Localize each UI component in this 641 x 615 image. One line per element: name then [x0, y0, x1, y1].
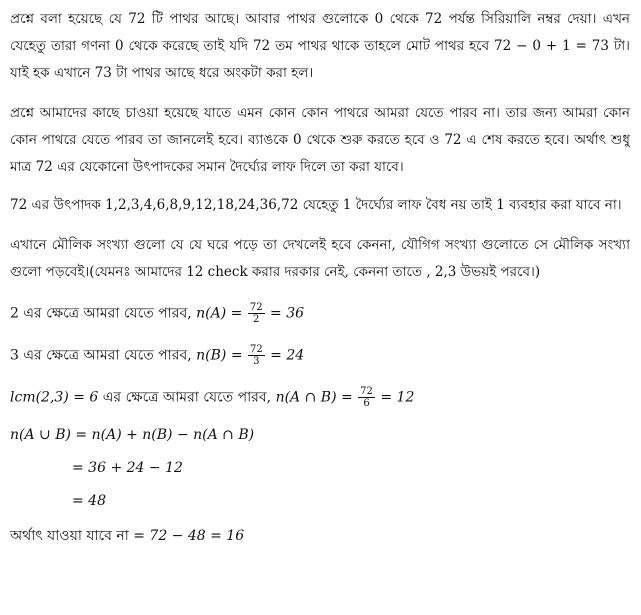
- equation-text: 2 এর ক্ষেত্রে আমরা যেতে পারব,: [10, 305, 197, 322]
- fraction-numerator: 72: [249, 302, 263, 313]
- fraction-denominator: 3: [253, 356, 260, 367]
- fraction-numerator: 72: [250, 344, 263, 355]
- equation-final: [10, 526, 244, 546]
- equation-n-b: [10, 344, 304, 367]
- equation-text: এর ক্ষেত্রে আমরা যেতে পারব,: [98, 389, 276, 406]
- equation-lhs: n(A) =: [196, 305, 247, 322]
- equation-union-step-2: = 48: [72, 493, 106, 509]
- equation-lcm: lcm(2,3) = 6: [10, 389, 99, 406]
- equation-text: 3 এর ক্ষেত্রে আমরা যেতে পারব,: [10, 347, 197, 364]
- equation-lhs: n(A ∩ B) =: [275, 389, 358, 406]
- fraction: [358, 386, 375, 409]
- fraction-denominator: 2: [253, 314, 260, 325]
- equation-rhs: = 24: [265, 347, 305, 364]
- paragraph-3: 72 এর উৎপাদক 1,2,3,4,6,8,9,12,18,24,36,72 যেহেতু 1 দৈর্ঘ্যের লাফ বৈধ নয় তাই 1 ব্যবহার করা যাবে না।: [10, 197, 622, 213]
- paragraph-2: প্রশ্নে আমাদের কাছে চাওয়া হয়েছে যাতে এমন কোন কোন পাথরে আমরা যেতে পারব না। তার জন্য আমরা কোন কোন পাথরে যেতে পারব তা জানলেই হবে। ব্যাঙকে 0 থেকে শুরু করতে হবে ও 72 এ শেষ করতে হবে। অর্থাৎ শুধু মাত্র 72 এর যেকোনো উৎপাদকের সমান দৈর্ঘ্যের লাফ দিলে তা করা যাবে।: [10, 105, 630, 175]
- fraction: [248, 302, 265, 325]
- final-result: = 72 − 48 = 16: [133, 528, 245, 544]
- equation-n-a-and-b: [10, 386, 414, 409]
- fraction-denominator: 6: [363, 398, 370, 409]
- equation-union: n(A ∪ B) = n(A) + n(B) − n(A ∩ B): [10, 427, 255, 443]
- fraction-numerator: 72: [360, 386, 373, 397]
- paragraph-1: প্রশ্নে বলা হয়েছে যে 72 টি পাথর আছে। আবার পাথর গুলোকে 0 থেকে 72 পর্যন্ত সিরিয়ালি নম্বর দেয়া। এখন যেহেতু তারা গণনা 0 থেকে করেছে তাই যদি 72 তম পাথর থাকে তাহলে মোট পাথর হবে 72 − 0 + 1 = 73 টা। যাই হক এখানে 73 টা পাথর আছে ধরে অংকটা করা হল।: [10, 11, 630, 81]
- equation-rhs: = 36: [265, 305, 305, 322]
- equation-union-step-1: = 36 + 24 − 12: [72, 460, 183, 476]
- fraction: [248, 344, 265, 367]
- final-text: অর্থাৎ যাওয়া যাবে না: [10, 528, 134, 544]
- equation-rhs: = 12: [375, 389, 415, 406]
- equation-lhs: n(B) =: [196, 347, 247, 364]
- paragraph-4: এখানে মৌলিক সংখ্যা গুলো যে যে ঘরে পড়ে তা দেখলেই হবে কেননা, যৌগিগ সংখ্যা গুলোতে সে মৌলিক সংখ্যা গুলো পড়বেই।(যেমনঃ আমাদের 12 check করার দরকার নেই, কেননা তাতে , 2,3 উভয়ই পরবে।): [10, 237, 630, 280]
- equation-n-a: [10, 302, 304, 325]
